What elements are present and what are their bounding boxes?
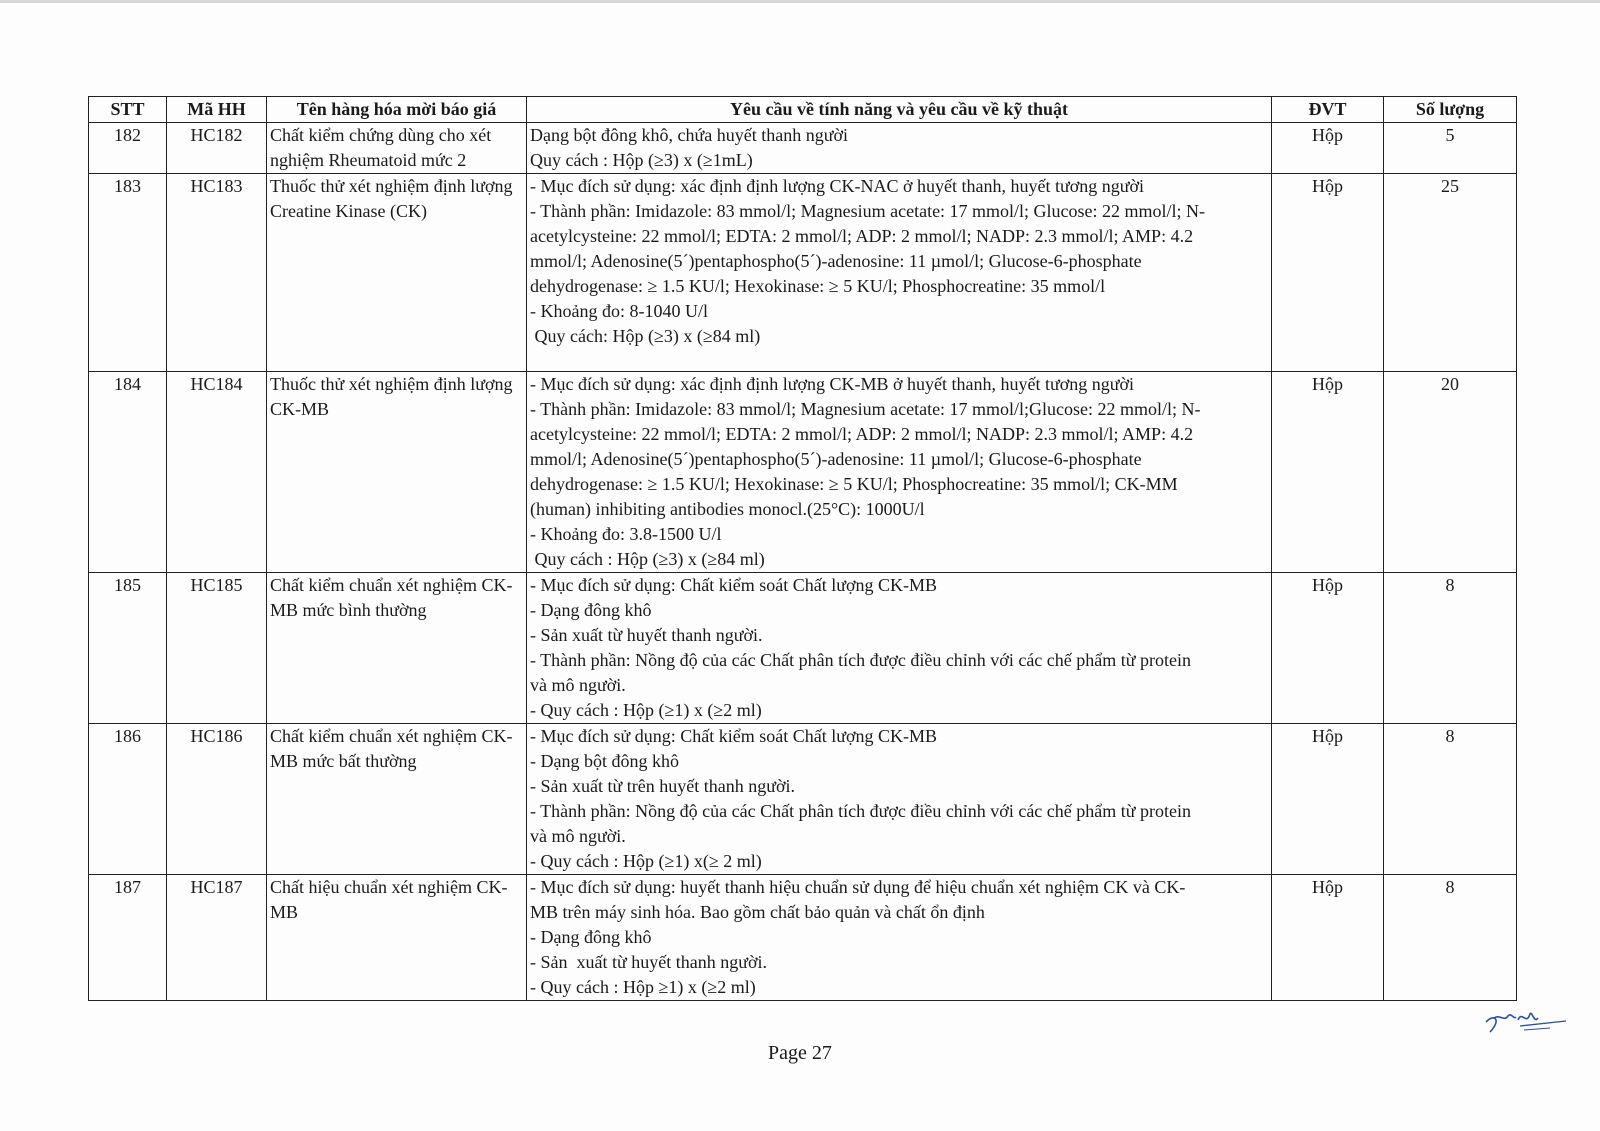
row-quantity: 25 xyxy=(1384,174,1517,372)
requirement-line: - Sản xuất từ huyết thanh người. xyxy=(530,625,763,645)
requirement-line: Quy cách : Hộp (≥3) x (≥84 ml) xyxy=(530,549,765,569)
requirement-line: - Dạng bột đông khô xyxy=(530,751,679,771)
row-code: HC183 xyxy=(167,174,267,372)
row-requirements xyxy=(527,875,1272,1001)
row-name: Chất hiệu chuẩn xét nghiệm CK-MB xyxy=(267,875,527,1001)
requirement-line: Quy cách : Hộp (≥3) x (≥1mL) xyxy=(530,150,753,170)
table-row xyxy=(89,573,1517,724)
table-body xyxy=(89,123,1517,1001)
requirement-line: - Dạng đông khô xyxy=(530,600,652,620)
requirement-line: - Mục đích sử dụng: Chất kiểm soát Chất lượng CK-MB xyxy=(530,726,938,746)
header-requirements: Yêu cầu về tính năng và yêu cầu về kỹ thuật xyxy=(527,97,1272,123)
requirement-line: Quy cách: Hộp (≥3) x (≥84 ml) xyxy=(530,326,761,346)
table-row xyxy=(89,123,1517,174)
row-stt: 184 xyxy=(89,372,167,573)
scan-edge-shade xyxy=(0,0,1600,3)
row-unit: Hộp xyxy=(1272,123,1384,174)
requirement-line: - Thành phần: Nồng độ của các Chất phân tích được điều chỉnh với các chế phẩm từ protein xyxy=(530,801,1192,821)
row-requirements xyxy=(527,573,1272,724)
requirement-line: - Mục đích sử dụng: xác định định lượng CK-MB ở huyết thanh, huyết tương người xyxy=(530,374,1135,394)
header-stt: STT xyxy=(89,97,167,123)
requirement-line: và mô người. xyxy=(530,675,626,695)
row-requirements xyxy=(527,123,1272,174)
header-code: Mã HH xyxy=(167,97,267,123)
row-stt: 186 xyxy=(89,724,167,875)
row-code: HC184 xyxy=(167,372,267,573)
requirement-line: - Sản xuất từ trên huyết thanh người. xyxy=(530,776,795,796)
row-requirements xyxy=(527,372,1272,573)
row-code: HC182 xyxy=(167,123,267,174)
requirement-line: MB trên máy sinh hóa. Bao gồm chất bảo quản và chất ổn định xyxy=(530,902,985,922)
row-unit: Hộp xyxy=(1272,174,1384,372)
requirement-line: - Mục đích sử dụng: Chất kiểm soát Chất lượng CK-MB xyxy=(530,575,938,595)
row-unit: Hộp xyxy=(1272,372,1384,573)
header-unit: ĐVT xyxy=(1272,97,1384,123)
requirement-line: mmol/l; Adenosine(5´)pentaphospho(5´)-adenosine: 11 µmol/l; Glucose-6-phosphate xyxy=(530,251,1142,271)
row-quantity: 20 xyxy=(1384,372,1517,573)
requirement-line: dehydrogenase: ≥ 1.5 KU/l; Hexokinase: ≥ 5 KU/l; Phosphocreatine: 35 mmol/l; CK-MM xyxy=(530,474,1178,494)
header-name: Tên hàng hóa mời báo giá xyxy=(267,97,527,123)
row-code: HC185 xyxy=(167,573,267,724)
row-stt: 185 xyxy=(89,573,167,724)
table-row xyxy=(89,372,1517,573)
row-stt: 182 xyxy=(89,123,167,174)
requirement-line: - Khoảng đo: 8-1040 U/l xyxy=(530,301,708,321)
row-name: Thuốc thử xét nghiệm định lượng CK-MB xyxy=(267,372,527,573)
requirement-line: acetylcysteine: 22 mmol/l; EDTA: 2 mmol/l; ADP: 2 mmol/l; NADP: 2.3 mmol/l; AMP: 4.2 xyxy=(530,424,1194,444)
requirement-line: - Dạng đông khô xyxy=(530,927,652,947)
requirement-line: - Quy cách : Hộp (≥1) x(≥ 2 ml) xyxy=(530,851,762,871)
header-quantity: Số lượng xyxy=(1384,97,1517,123)
row-quantity: 8 xyxy=(1384,875,1517,1001)
requirement-line: acetylcysteine: 22 mmol/l; EDTA: 2 mmol/l; ADP: 2 mmol/l; NADP: 2.3 mmol/l; AMP: 4.2 xyxy=(530,226,1194,246)
requirement-line: - Thành phần: Imidazole: 83 mmol/l; Magnesium acetate: 17 mmol/l;Glucose: 22 mmol/l; N- xyxy=(530,399,1201,419)
row-quantity: 8 xyxy=(1384,724,1517,875)
requirement-line: - Sản xuất từ huyết thanh người. xyxy=(530,952,767,972)
requirement-line: dehydrogenase: ≥ 1.5 KU/l; Hexokinase: ≥ 5 KU/l; Phosphocreatine: 35 mmol/l xyxy=(530,276,1106,296)
row-code: HC187 xyxy=(167,875,267,1001)
requirement-line: (human) inhibiting antibodies monocl.(25°C): 1000U/l xyxy=(530,499,925,519)
requirement-line: mmol/l; Adenosine(5´)pentaphospho(5´)-adenosine: 11 µmol/l; Glucose-6-phosphate xyxy=(530,449,1142,469)
row-code: HC186 xyxy=(167,724,267,875)
row-requirements xyxy=(527,724,1272,875)
product-spec-table xyxy=(88,96,1517,1001)
requirement-line: - Quy cách : Hộp (≥1) x (≥2 ml) xyxy=(530,700,762,720)
row-name: Chất kiểm chuẩn xét nghiệm CK-MB mức bình thường xyxy=(267,573,527,724)
handwritten-signature-icon xyxy=(1480,1000,1570,1040)
requirement-line: - Quy cách : Hộp ≥1) x (≥2 ml) xyxy=(530,977,756,997)
row-unit: Hộp xyxy=(1272,573,1384,724)
requirement-line: - Thành phần: Imidazole: 83 mmol/l; Magnesium acetate: 17 mmol/l; Glucose: 22 mmol/l; N- xyxy=(530,201,1206,221)
requirement-line: - Khoảng đo: 3.8-1500 U/l xyxy=(530,524,722,544)
row-quantity: 8 xyxy=(1384,573,1517,724)
row-name: Chất kiểm chuẩn xét nghiệm CK-MB mức bất thường xyxy=(267,724,527,875)
requirement-line: - Mục đích sử dụng: xác định định lượng CK-NAC ở huyết thanh, huyết tương người xyxy=(530,176,1145,196)
table-row xyxy=(89,174,1517,372)
requirement-line: Dạng bột đông khô, chứa huyết thanh người xyxy=(530,125,848,145)
row-stt: 183 xyxy=(89,174,167,372)
requirement-line: và mô người. xyxy=(530,826,626,846)
row-name: Thuốc thử xét nghiệm định lượng Creatine Kinase (CK) xyxy=(267,174,527,372)
table-row xyxy=(89,724,1517,875)
requirement-line: - Thành phần: Nồng độ của các Chất phân tích được điều chỉnh với các chế phẩm từ protein xyxy=(530,650,1192,670)
row-name: Chất kiểm chứng dùng cho xét nghiệm Rheumatoid mức 2 xyxy=(267,123,527,174)
row-unit: Hộp xyxy=(1272,724,1384,875)
row-quantity: 5 xyxy=(1384,123,1517,174)
table-header-row xyxy=(89,97,1517,123)
page-number: Page 27 xyxy=(768,1042,832,1064)
table-row xyxy=(89,875,1517,1001)
row-requirements xyxy=(527,174,1272,372)
row-unit: Hộp xyxy=(1272,875,1384,1001)
requirement-line: - Mục đích sử dụng: huyết thanh hiệu chuẩn sử dụng để hiệu chuẩn xét nghiệm CK và CK- xyxy=(530,877,1186,897)
row-stt: 187 xyxy=(89,875,167,1001)
